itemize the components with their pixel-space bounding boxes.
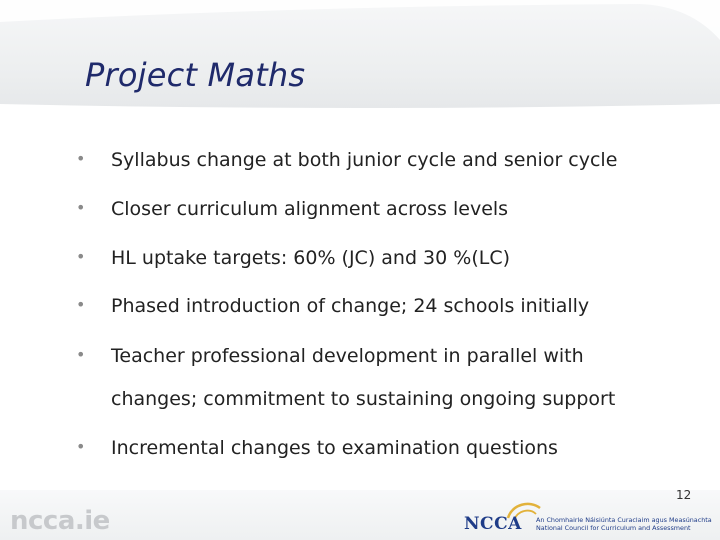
bullet-text-continuation: changes; commitment to sustaining ongoing support (111, 388, 616, 410)
ncca-english-name: National Council for Curriculum and Assessment (536, 524, 691, 532)
ncca-ie-logo: ncca.ie (10, 506, 110, 536)
bullet-text: Closer curriculum alignment across levels (111, 198, 509, 220)
page-title: Project Maths (85, 56, 306, 94)
bullet-text: Syllabus change at both junior cycle and senior cycle (111, 149, 618, 171)
bullet-marker: • (76, 345, 86, 364)
bullet-text: HL uptake targets: 60% (JC) and 30 %(LC) (111, 247, 511, 269)
bullet-marker: • (76, 149, 86, 168)
bullet-marker: • (76, 247, 86, 266)
ncca-wordmark: NCCA (464, 514, 522, 534)
bullet-marker: • (76, 295, 86, 314)
ncca-logo (464, 500, 720, 540)
bullet-marker: • (76, 198, 86, 217)
slide-number: 12 (676, 488, 692, 502)
bullet-text: Teacher professional development in parallel with (111, 345, 584, 367)
bullet-text: Incremental changes to examination questions (111, 437, 558, 459)
ncca-irish-name: An Chomhairle Náisiúnta Curaclaim agus Measúnachta (536, 516, 712, 524)
bullet-text: Phased introduction of change; 24 schools initially (111, 295, 590, 317)
bullet-marker: • (76, 437, 86, 456)
